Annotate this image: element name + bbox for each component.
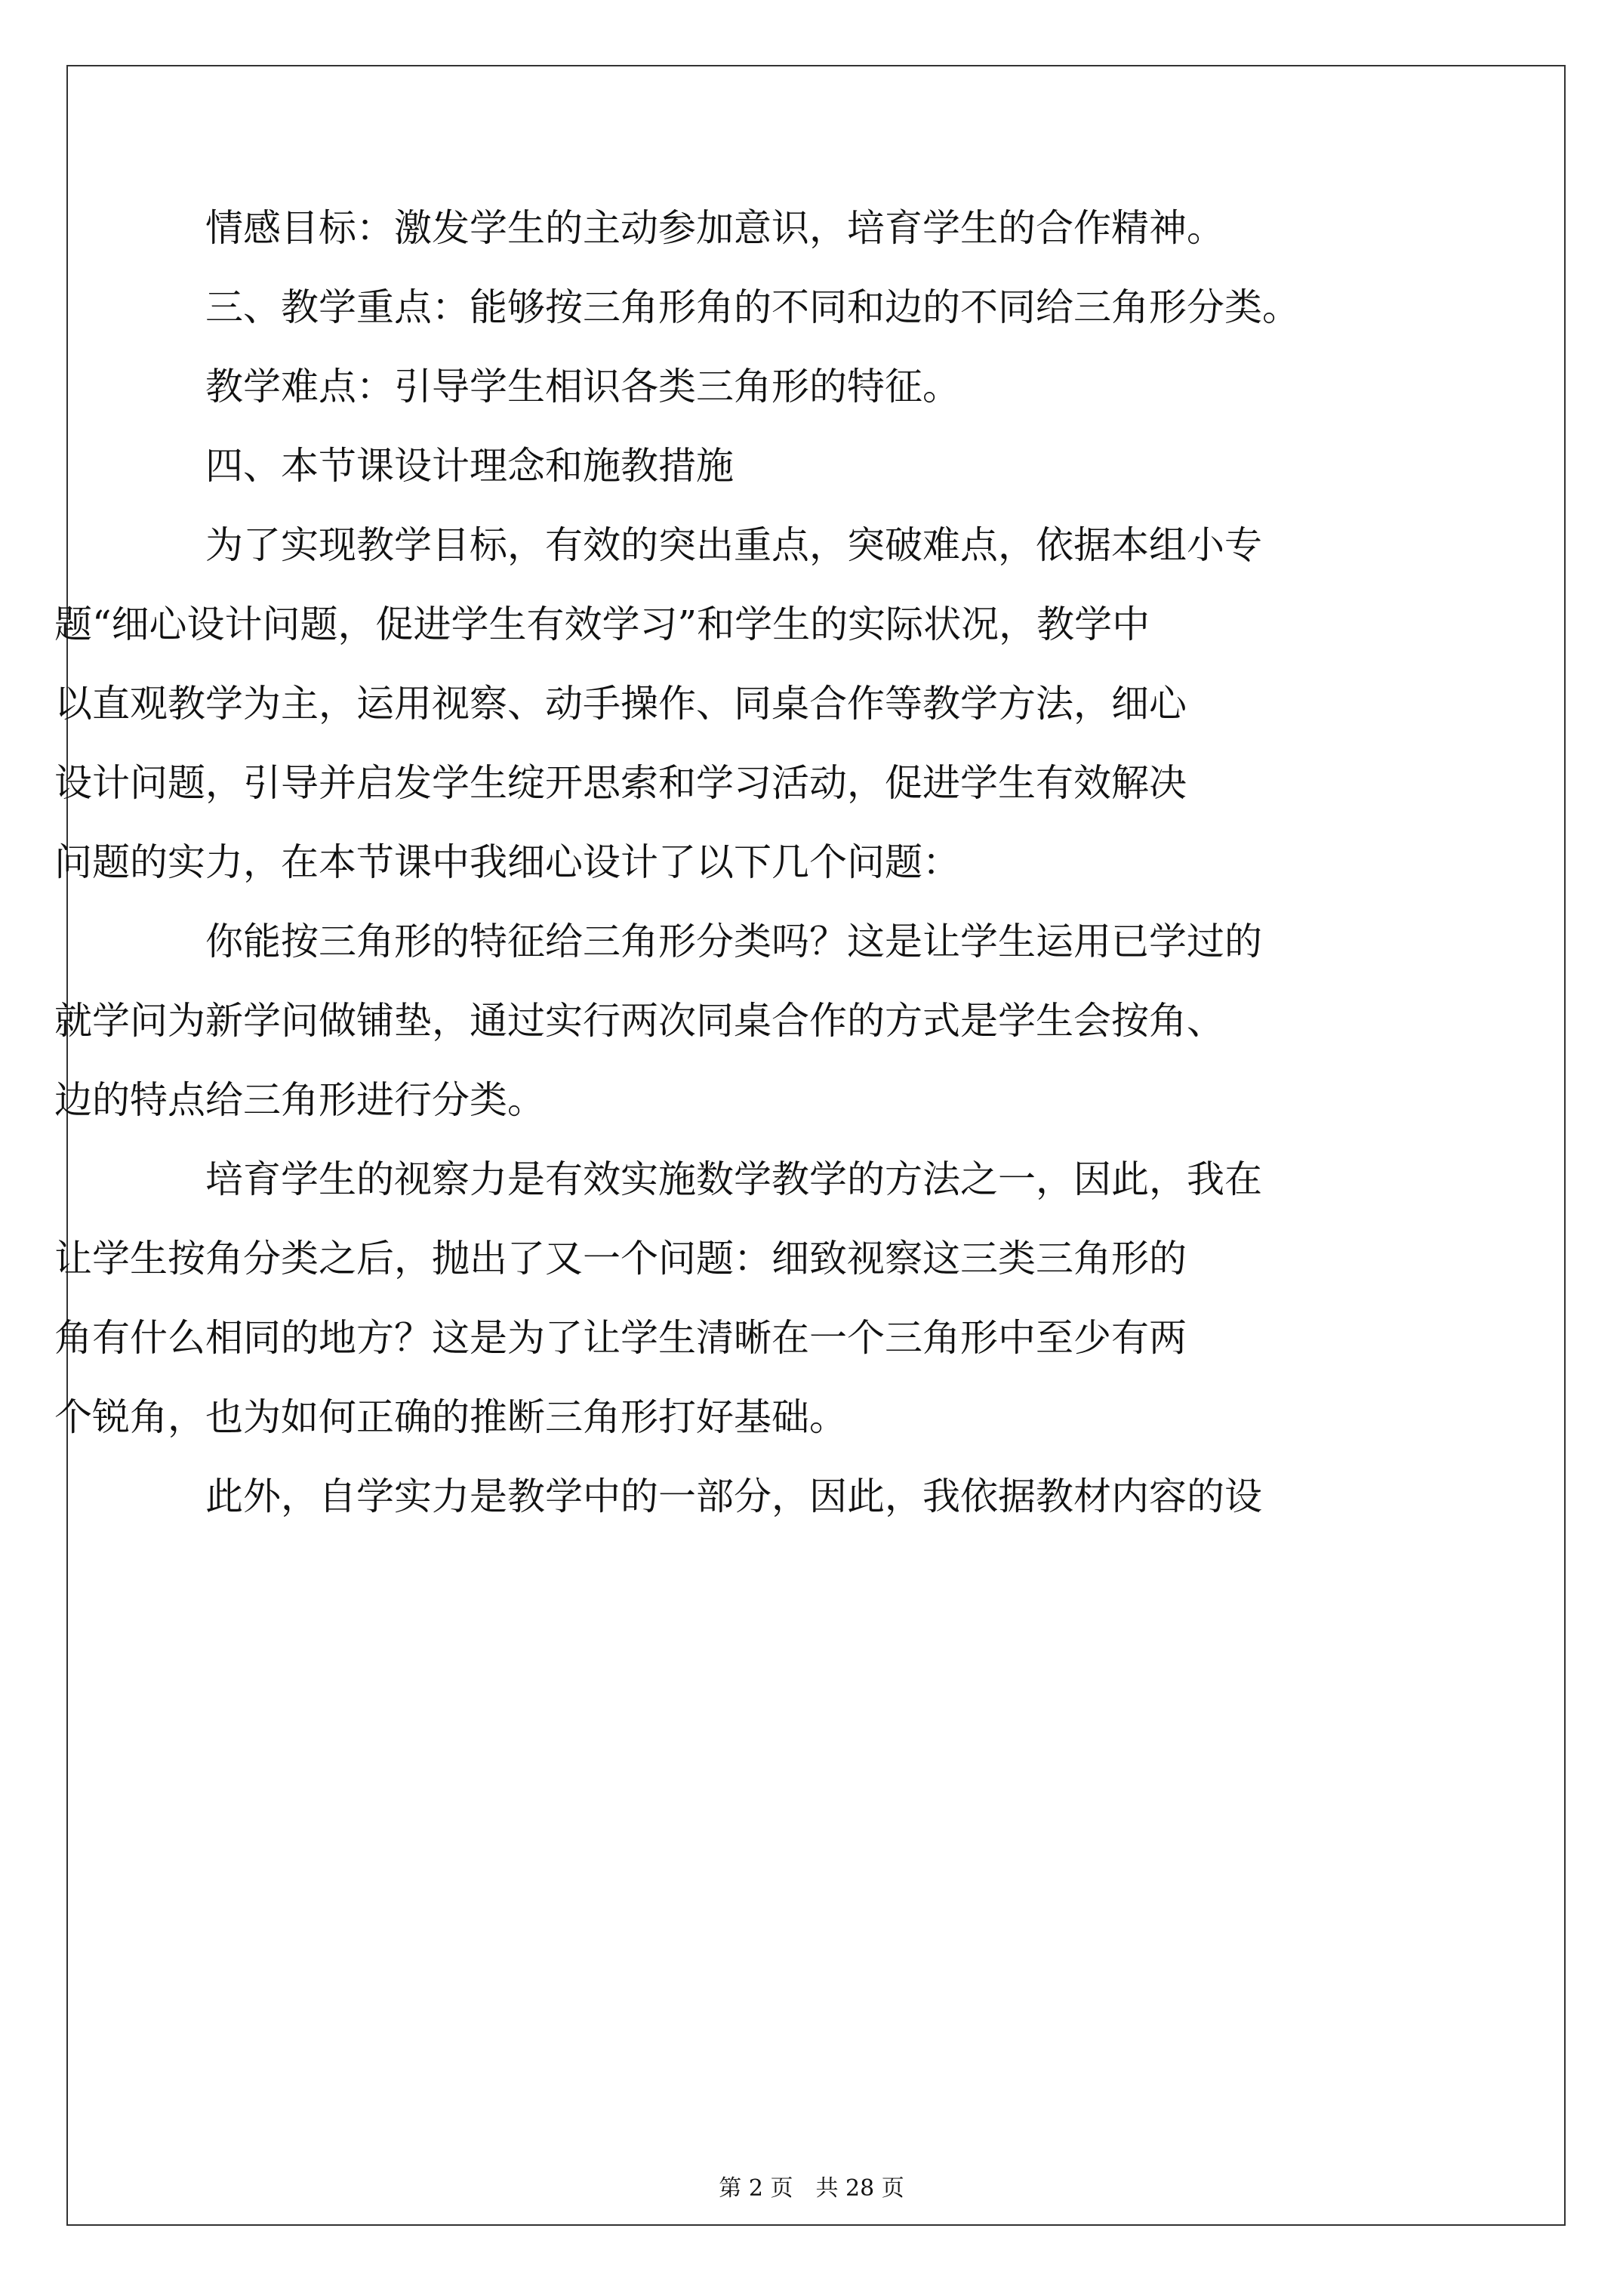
text-line: 题“细心设计问题，促进学生有效学习”和学生的实际状况，教学中 <box>54 603 1150 646</box>
text-line: 情感目标：激发学生的主动参加意识，培育学生的合作精神。 <box>205 206 1224 250</box>
paragraph-observation <box>54 1140 1443 1457</box>
text-line: 三、教学重点：能够按三角形角的不同和边的不同给三角形分类。 <box>205 285 1300 329</box>
text-line: 问题的实力，在本节课中我细心设计了以下几个问题： <box>54 840 960 884</box>
text-line: 教学难点：引导学生相识各类三角形的特征。 <box>205 365 960 408</box>
text-line: 边的特点给三角形进行分类。 <box>54 1078 545 1122</box>
paragraph-emotional-goal <box>130 189 1443 268</box>
page-number-footer: 第 2 页 共 28 页 <box>719 2175 904 2202</box>
section-heading-design-concept <box>130 427 1443 506</box>
paragraph-teaching-approach <box>54 506 1443 902</box>
text-line: 个锐角，也为如何正确的推断三角形打好基础。 <box>54 1395 847 1439</box>
text-line: 培育学生的视察力是有效实施数学教学的方法之一，因此，我在 <box>205 1157 1262 1201</box>
document-body <box>54 189 1443 1536</box>
text-line: 角有什么相同的地方？这是为了让学生清晰在一个三角形中至少有两 <box>54 1316 1187 1360</box>
text-line: 为了实现教学目标，有效的突出重点，突破难点，依据本组小专 <box>205 523 1262 567</box>
paragraph-self-study <box>130 1457 1443 1536</box>
paragraph-key-points <box>130 268 1443 347</box>
text-line: 此外，自学实力是教学中的一部分，因此，我依据教材内容的设 <box>205 1475 1262 1518</box>
text-line: 四、本节课设计理念和施教措施 <box>205 444 734 488</box>
paragraph-difficulties <box>130 347 1443 427</box>
text-line: 设计问题，引导并启发学生绽开思索和学习活动，促进学生有效解决 <box>54 761 1187 805</box>
paragraph-question-one <box>54 902 1443 1140</box>
text-line: 就学问为新学问做铺垫，通过实行两次同桌合作的方式是学生会按角、 <box>54 999 1224 1043</box>
text-line: 让学生按角分类之后，抛出了又一个问题：细致视察这三类三角形的 <box>54 1237 1187 1281</box>
text-line: 以直观教学为主，运用视察、动手操作、同桌合作等教学方法，细心 <box>54 682 1187 726</box>
text-line: 你能按三角形的特征给三角形分类吗？这是让学生运用已学过的 <box>205 920 1262 963</box>
